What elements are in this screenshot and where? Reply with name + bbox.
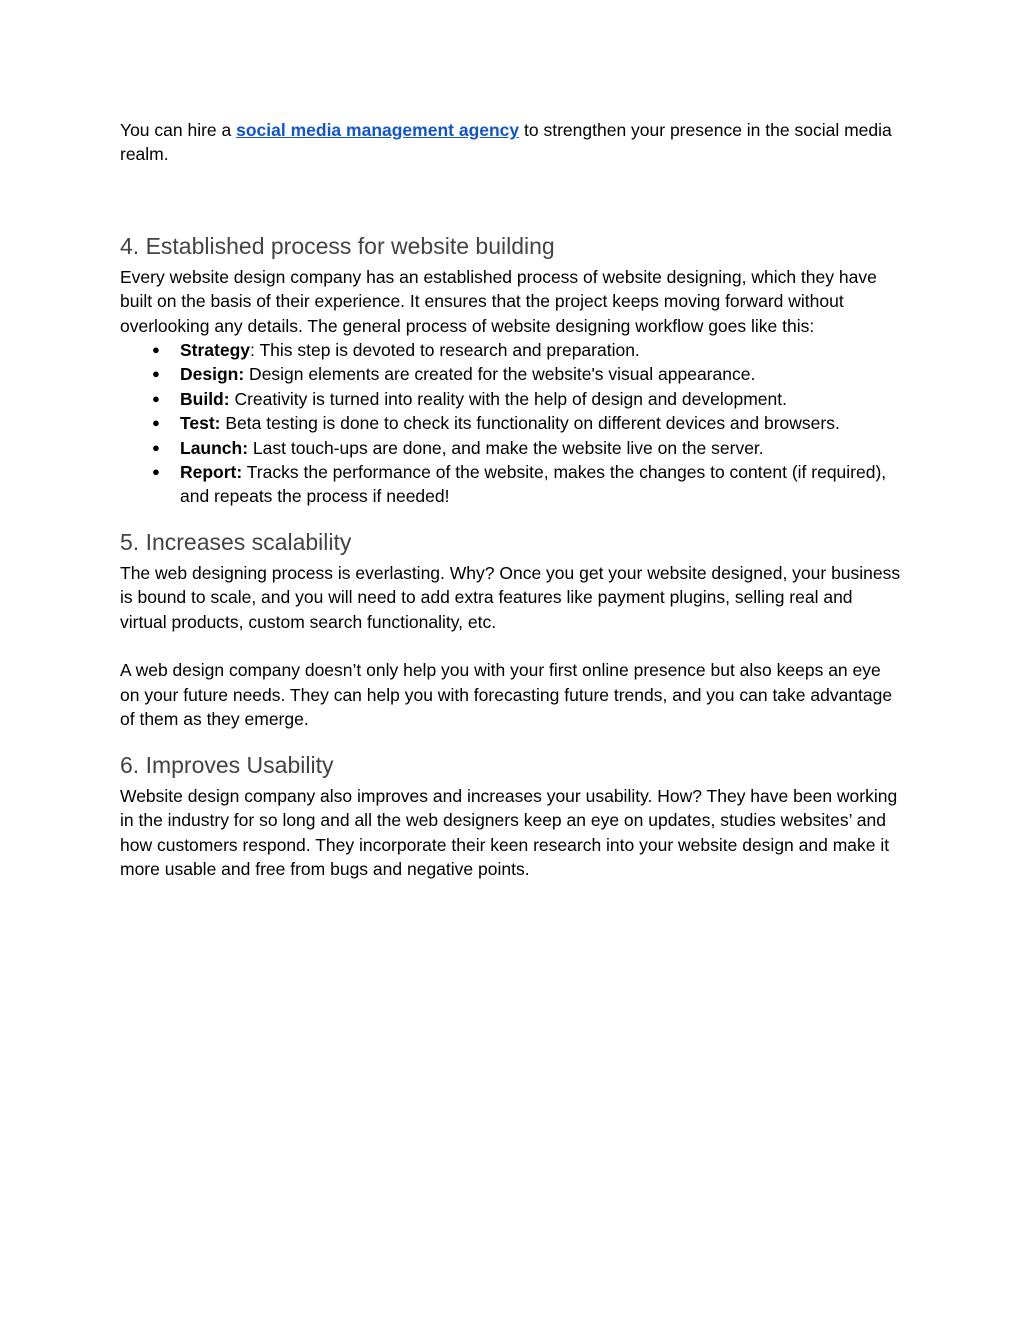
list-item-text: Creativity is turned into reality with the help of design and development. xyxy=(229,388,787,409)
list-item xyxy=(120,436,904,460)
section-5-heading: 5. Increases scalability xyxy=(120,528,352,555)
list-item-text: Beta testing is done to check its functionality on different devices and browsers. xyxy=(220,413,840,434)
section-6-heading: 6. Improves Usability xyxy=(120,751,334,778)
social-media-agency-link[interactable]: social media management agency xyxy=(236,120,520,140)
bullet-icon: ● xyxy=(152,342,160,358)
list-item-term: Design: xyxy=(180,364,245,385)
list-item-text: Tracks the performance of the website, makes the changes to content (if required), and repeats the process if needed! xyxy=(180,462,887,507)
list-item xyxy=(120,460,904,509)
list-item xyxy=(120,362,904,386)
bullet-icon: ● xyxy=(152,390,160,406)
bullet-icon: ● xyxy=(152,415,160,431)
intro-paragraph xyxy=(120,118,904,167)
list-item-term: Launch: xyxy=(180,437,249,458)
section-4-heading: 4. Established process for website building xyxy=(120,232,555,259)
list-item-text: : This step is devoted to research and preparation. xyxy=(250,340,640,361)
document-page xyxy=(120,118,904,881)
process-steps-list xyxy=(120,338,904,509)
list-item-term: Report: xyxy=(180,462,243,483)
list-item-term: Test: xyxy=(180,413,221,434)
intro-text-before-link: You can hire a xyxy=(120,120,237,140)
list-item-text: Last touch-ups are done, and make the website live on the server. xyxy=(248,437,764,458)
list-item-term: Strategy xyxy=(180,340,251,361)
bullet-icon: ● xyxy=(152,439,160,455)
list-item xyxy=(120,387,904,411)
list-item xyxy=(120,338,904,362)
intro-text-after-link: to strengthen your presence in the social media realm. xyxy=(120,120,892,165)
list-item xyxy=(120,411,904,435)
bullet-icon: ● xyxy=(152,464,160,480)
bullet-icon: ● xyxy=(152,366,160,382)
section-6-paragraph: Website design company also improves and increases your usability. How? They have been working in the industry for so long and all the web designers keep an eye on updates, studies websites’ and how customers respond. They incorporate their keen research into your website design and make it more usable and free from bugs and negative points. xyxy=(120,785,898,879)
section-5-paragraph-2: A web design company doesn’t only help you with your first online presence but also keeps an eye on your future needs. They can help you with forecasting future trends, and you can take advantage of them as they emerge. xyxy=(120,660,893,730)
section-5-paragraph-1: The web designing process is everlasting. Why? Once you get your website designed, your business is bound to scale, and you will need to add extra features like payment plugins, selling real and virtual products, custom search functionality, etc. xyxy=(120,562,901,632)
list-item-text: Design elements are created for the website's visual appearance. xyxy=(244,364,756,385)
list-item-term: Build: xyxy=(180,388,230,409)
section-4-paragraph: Every website design company has an established process of website designing, which they have built on the basis of their experience. It ensures that the project keeps moving forward without overlooking any details. The general process of website designing workflow goes like this: xyxy=(120,266,877,336)
